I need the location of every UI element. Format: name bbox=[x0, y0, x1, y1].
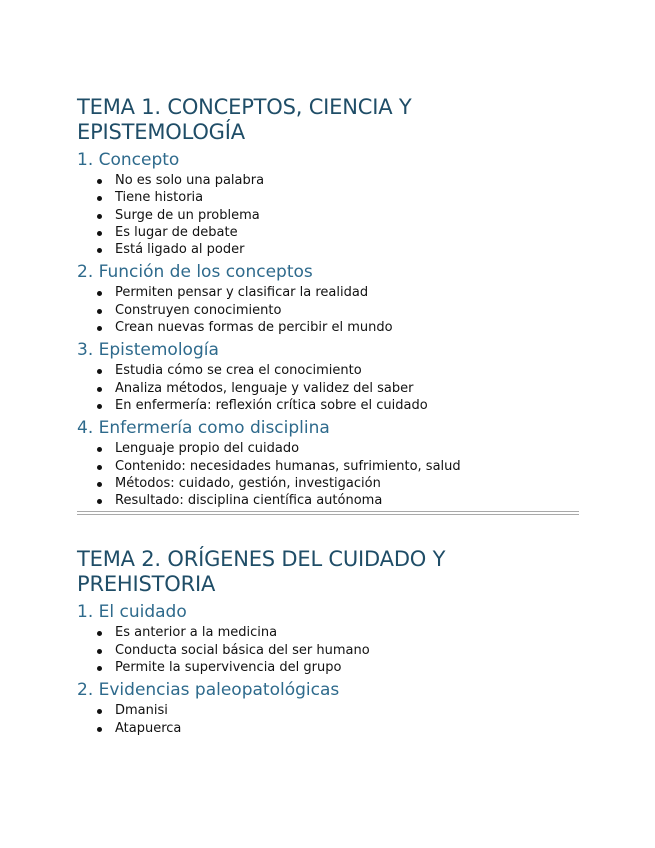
section-concepto bbox=[77, 150, 579, 258]
list-item: Resultado: disciplina científica autónoma bbox=[77, 492, 579, 509]
list-item: Lenguaje propio del cuidado bbox=[77, 440, 579, 457]
list-item: Crean nuevas formas de percibir el mundo bbox=[77, 319, 579, 336]
list-item: Métodos: cuidado, gestión, investigación bbox=[77, 475, 579, 492]
tema-2-block bbox=[77, 547, 579, 736]
section-title: 2. Evidencias paleopatológicas bbox=[77, 680, 340, 701]
list-item: En enfermería: reflexión crítica sobre el cuidado bbox=[77, 397, 579, 414]
list-item: Permite la supervivencia del grupo bbox=[77, 659, 579, 676]
section-enfermeria-disciplina bbox=[77, 418, 579, 509]
bullet-list bbox=[77, 172, 579, 258]
document-page bbox=[77, 95, 579, 741]
section-funcion-conceptos bbox=[77, 262, 579, 336]
bullet-list bbox=[77, 284, 579, 336]
bullet-list bbox=[77, 362, 579, 414]
tema-1-title: TEMA 1. CONCEPTOS, CIENCIA Y EPISTEMOLOGÍA bbox=[77, 95, 412, 144]
list-item: Es anterior a la medicina bbox=[77, 624, 579, 641]
list-item: Atapuerca bbox=[77, 720, 579, 737]
bullet-list bbox=[77, 440, 579, 509]
list-item: Dmanisi bbox=[77, 702, 579, 719]
list-item: Es lugar de debate bbox=[77, 224, 579, 241]
list-item: Permiten pensar y clasificar la realidad bbox=[77, 284, 579, 301]
section-evidencias-paleopatologicas bbox=[77, 680, 579, 737]
section-title: 3. Epistemología bbox=[77, 340, 219, 361]
section-epistemologia bbox=[77, 340, 579, 414]
list-item: Construyen conocimiento bbox=[77, 302, 579, 319]
section-title: 1. Concepto bbox=[77, 150, 180, 170]
tema-1-block bbox=[77, 95, 579, 509]
list-item: Contenido: necesidades humanas, sufrimiento, salud bbox=[77, 458, 579, 475]
list-item: Está ligado al poder bbox=[77, 241, 579, 258]
section-title: 4. Enfermería como disciplina bbox=[77, 418, 330, 439]
list-item: Conducta social básica del ser humano bbox=[77, 642, 579, 659]
list-item: No es solo una palabra bbox=[77, 172, 579, 189]
list-item: Estudia cómo se crea el conocimiento bbox=[77, 362, 579, 379]
list-item: Surge de un problema bbox=[77, 207, 579, 224]
bullet-list bbox=[77, 702, 579, 737]
section-title: 1. El cuidado bbox=[77, 602, 187, 623]
section-divider bbox=[77, 511, 579, 515]
bullet-list bbox=[77, 624, 579, 676]
list-item: Tiene historia bbox=[77, 189, 579, 206]
tema-2-title: TEMA 2. ORÍGENES DEL CUIDADO Y PREHISTORIA bbox=[77, 547, 446, 597]
section-el-cuidado bbox=[77, 602, 579, 676]
section-title: 2. Función de los conceptos bbox=[77, 262, 313, 283]
list-item: Analiza métodos, lenguaje y validez del saber bbox=[77, 380, 579, 397]
